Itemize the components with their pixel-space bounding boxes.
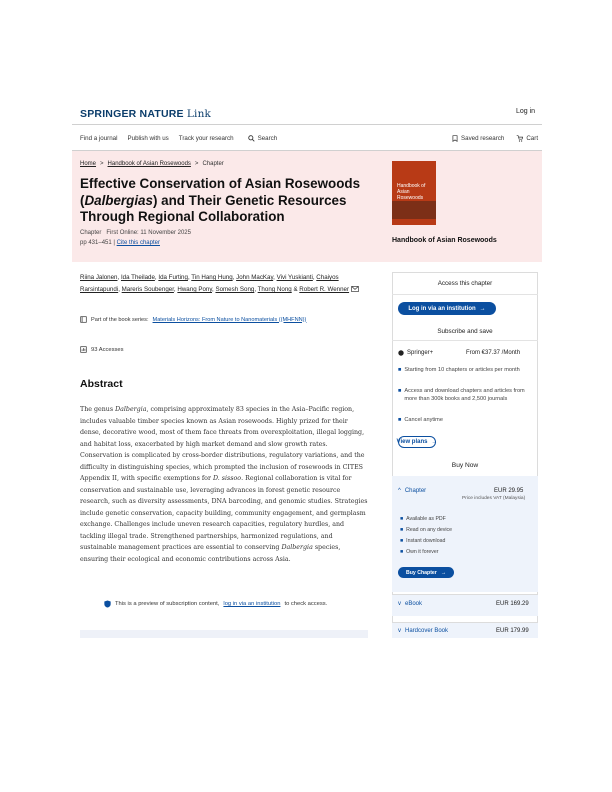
view-plans-label: View plans	[396, 439, 428, 445]
preview-notice	[104, 600, 327, 608]
logo-bold-text: SPRINGER NATURE	[80, 108, 184, 120]
chapter-type: Chapter	[80, 230, 102, 236]
author-link[interactable]: Thong Nong	[257, 286, 292, 293]
hardcover-option[interactable]	[398, 628, 448, 634]
chapter-meta	[80, 230, 191, 236]
plan-feature: ■ Cancel anytime	[398, 417, 443, 423]
breadcrumb-separator: >	[100, 161, 104, 167]
accesses-label: 93 Accesses	[91, 346, 124, 353]
book-cover[interactable]	[392, 161, 436, 225]
breadcrumb-home[interactable]: Home	[80, 161, 97, 167]
arrow-right-icon: →	[440, 569, 447, 576]
chapter-vat-note: Price includes VAT (Malaysia)	[462, 496, 526, 501]
sidebar-divider	[392, 294, 538, 295]
chapter-option-toggle[interactable]	[398, 488, 426, 494]
login-link[interactable]: Log in	[516, 108, 536, 115]
institution-login-button[interactable]	[398, 302, 496, 315]
nav-right	[452, 135, 538, 142]
author-link[interactable]: John MacKay	[236, 274, 274, 281]
ebook-option[interactable]	[398, 601, 422, 607]
search-icon	[248, 135, 255, 142]
chapter-feature: ■ Instant download	[400, 538, 446, 544]
buy-chapter-button[interactable]	[398, 567, 454, 578]
content-bar	[80, 630, 368, 638]
buy-now-heading: Buy Now	[451, 462, 479, 469]
springer-plus-label: Springer+	[407, 350, 434, 356]
author-link[interactable]: Ida Furting	[158, 274, 188, 281]
header-divider	[72, 124, 542, 125]
saved-research-label: Saved research	[461, 135, 505, 142]
main-nav	[80, 135, 277, 142]
nav-find-journal[interactable]: Find a journal	[80, 135, 118, 142]
access-heading: Access this chapter	[437, 280, 493, 287]
book-title[interactable]: Handbook of Asian Rosewoods	[392, 237, 497, 244]
search-label: Search	[257, 135, 278, 142]
ebook-price: EUR 169.29	[496, 601, 529, 607]
saved-research-link[interactable]	[452, 135, 504, 142]
springer-nature-logo[interactable]	[80, 108, 211, 120]
nav-track-research[interactable]: Track your research	[178, 135, 234, 142]
author-link[interactable]: Robert R. Wenner	[299, 286, 350, 293]
check-icon: ■	[400, 516, 404, 522]
check-icon: ■	[398, 388, 402, 394]
breadcrumb-separator: >	[194, 161, 199, 167]
book-series	[80, 316, 306, 323]
breadcrumb-chapter: Chapter	[202, 161, 224, 167]
author-link[interactable]: Ida Theilade	[120, 274, 155, 281]
author-link[interactable]: Riina Jalonen	[80, 274, 118, 281]
check-icon: ■	[400, 527, 404, 533]
preview-text: This is a preview of subscription content,	[115, 601, 220, 607]
bookmark-icon	[452, 135, 458, 142]
springer-plus	[398, 350, 433, 356]
nav-publish[interactable]: Publish with us	[127, 135, 169, 142]
search-button[interactable]	[248, 135, 278, 142]
check-icon: ■	[398, 417, 402, 423]
chapter-feature: ■ Available as PDF	[400, 516, 446, 522]
chapter-feature: ■ Own it forever	[400, 549, 439, 555]
buy-chapter-label: Buy Chapter	[405, 569, 437, 576]
hardcover-label: Hardcover Book	[405, 628, 449, 634]
author-list: Riina Jalonen, Ida Theilade, Ida Furting, Tin Hang Hung, John MacKay, Vivi Yuskianti, Chaiyos Rarsintapundi, Mareris Soubenger, Hwang Pony, Somesh Song, Thong Nong & Robert R. Wenner	[80, 272, 366, 296]
preview-login-link[interactable]: log in via an institution	[223, 601, 281, 607]
sidebar-divider	[392, 340, 538, 341]
page-title: Effective Conservation of Asian Rosewoods (Dalbergias) and Their Genetic Resources Through Regional Collaboration	[80, 176, 361, 224]
check-icon: ■	[400, 549, 404, 555]
cover-band	[392, 201, 436, 219]
check-icon: ■	[400, 538, 404, 544]
plan-feature: ■ Access and download chapters and articles from more than 300k books and 2,500 journals	[398, 388, 525, 402]
author-link[interactable]: Tin Hang Hung	[191, 274, 233, 281]
cover-title: Handbook of Asian Rosewoods	[397, 183, 426, 201]
springer-plus-icon	[398, 350, 404, 356]
cart-link[interactable]	[516, 135, 538, 142]
chapter-pages: pp 431–451	[80, 240, 112, 246]
springer-plus-price: From €37.37 /Month	[466, 350, 521, 356]
view-plans-button[interactable]	[398, 436, 436, 448]
institution-login-label: Log in via an institution	[408, 305, 476, 312]
cart-label: Cart	[526, 135, 539, 142]
access-count	[80, 346, 124, 353]
abstract-text: The genus Dalbergia, comprising approximately 83 species in the Asia–Pacific region, includes valuable timber species known as Asian rosewoods. Highly prized for their dense, decorative wood, most of them face threats from overexploitation, illegal logging, and habitat loss, exacerbated by high market demand and slow growth rates. Conservation is complicated by cross-border distributions, regulatory variations, and the difficulty in distinguishing species, which prompted the inclusion of rosewoods in CITES Appendix II, with specific exemptions for D. sissoo. Regional collaboration is vital for conservation and sustainable use, leveraging advances in forest genetic resource research, such as diversity assessments, DNA barcoding, and genomic studies. Strategies include genetic conservation, capacity building, community engagement, and germplasm exchange. Challenges include uneven research capacities, regulatory hurdles, and tackling illegal trade. Strengthened partnerships, harmonized regulations, and sustainable management practices are essential to conserving Dalbergia species, ensuring their ecological and economic contributions across Asia.	[80, 406, 368, 563]
arrow-right-icon: →	[431, 439, 438, 445]
subscribe-heading: Subscribe and save	[437, 328, 493, 335]
abstract-heading: Abstract	[80, 378, 123, 390]
mail-icon[interactable]	[351, 286, 359, 292]
check-icon: ■	[398, 367, 402, 373]
chevron-down-icon: v	[398, 628, 401, 634]
author-link[interactable]: Chaiyos	[316, 274, 339, 281]
logo-link-text: Link	[186, 108, 212, 120]
chapter-feature: ■ Read on any device	[400, 527, 452, 533]
series-link[interactable]: Materials Horizons: From Nature to Nanomaterials ((MHFNN))	[152, 316, 307, 323]
chevron-up-icon: ^	[398, 488, 401, 494]
breadcrumb	[80, 161, 224, 167]
preview-text-end: to check access.	[284, 601, 328, 607]
shield-icon	[104, 600, 111, 608]
chapter-option-label: Chapter	[404, 488, 427, 494]
cite-chapter-link[interactable]: Cite this chapter	[116, 240, 160, 246]
cart-icon	[516, 135, 523, 142]
author-link[interactable]: Vivi Yuskianti	[276, 274, 313, 281]
chapter-price: EUR 29.95	[494, 488, 524, 494]
ebook-label: eBook	[405, 601, 423, 607]
author-link[interactable]: Rarsintapundi	[80, 286, 119, 293]
hardcover-price: EUR 179.99	[496, 628, 529, 634]
chevron-down-icon: v	[398, 601, 401, 607]
book-series-icon	[80, 316, 87, 323]
breadcrumb-book[interactable]: Handbook of Asian Rosewoods	[107, 161, 191, 167]
plan-feature: ■ Starting from 10 chapters or articles per month	[398, 367, 520, 373]
chapter-pages-row: pp 431–451 | Cite this chapter	[80, 240, 160, 246]
author-link[interactable]: Somesh Song	[215, 286, 255, 293]
author-link[interactable]: Mareris Soubenger	[121, 286, 174, 293]
series-label: Part of the book series:	[91, 316, 149, 323]
chart-icon	[80, 346, 87, 353]
first-online-date: First Online: 11 November 2025	[106, 230, 191, 236]
author-link[interactable]: Hwang Pony	[177, 286, 212, 293]
arrow-right-icon: →	[479, 305, 486, 312]
